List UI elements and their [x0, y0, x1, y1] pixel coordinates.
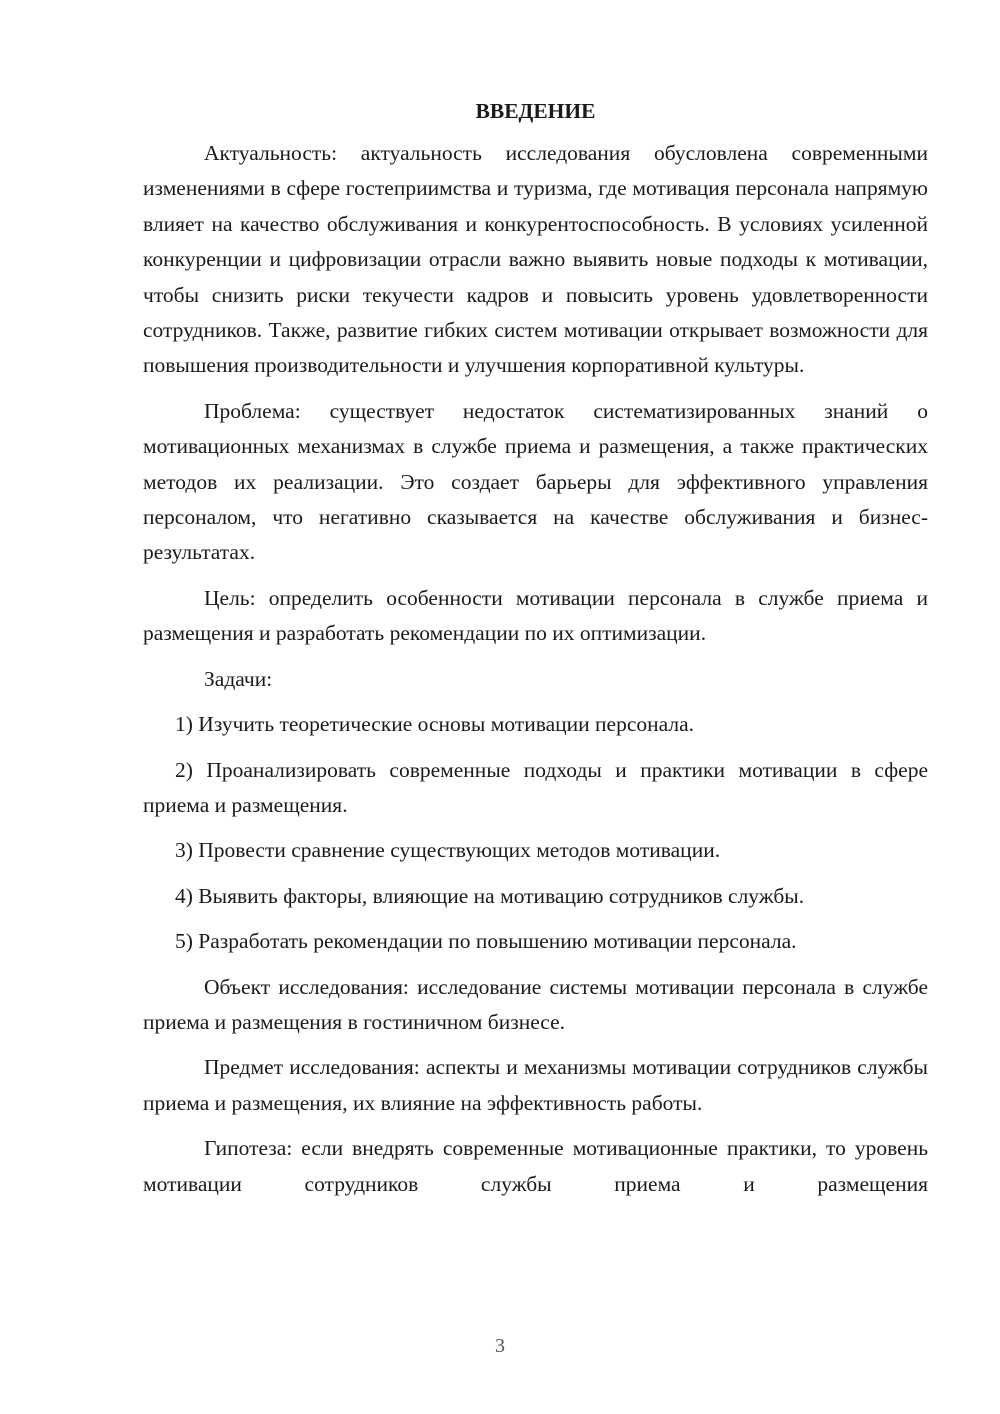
- task-item: 3) Провести сравнение существующих методов мотивации.: [175, 838, 721, 863]
- task-item: 5) Разработать рекомендации по повышению мотивации персонала.: [175, 929, 797, 954]
- page-title: ВВЕДЕНИЕ: [475, 99, 596, 123]
- task-item: 2) Проанализировать современные подходы и практики мотивации в сфере приема и размещения.: [143, 757, 928, 817]
- task-item: 4) Выявить факторы, влияющие на мотивацию сотрудников службы.: [175, 883, 805, 908]
- hypothesis-paragraph: Гипотеза: если внедрять современные мотивационные практики, то уровень мотивации сотрудников службы приема и размещения: [143, 1136, 928, 1196]
- tasks-heading: Задачи:: [204, 666, 273, 691]
- page-number: 3: [495, 1335, 505, 1357]
- document-body: [143, 96, 928, 1212]
- task-item: 1) Изучить теоретические основы мотивации персонала.: [175, 712, 694, 737]
- goal-paragraph: Цель: определить особенности мотивации персонала в службе приема и размещения и разработать рекомендации по их оптимизации.: [143, 585, 928, 646]
- subject-paragraph: Предмет исследования: аспекты и механизмы мотивации сотрудников службы приема и размещения, их влияние на эффективность работы.: [143, 1055, 928, 1115]
- problem-paragraph: Проблема: существует недостаток систематизированных знаний о мотивационных механизмах в службе приема и размещения, а также практических методов их реализации. Это создает барьеры для эффективного управления персоналом, что негативно сказывается на качестве обслуживания и бизнес-результатах.: [143, 398, 928, 565]
- relevance-paragraph: Актуальность: актуальность исследования обусловлена современными изменениями в сфере гостеприимства и туризма, где мотивация персонала напрямую влияет на качество обслуживания и конкурентоспособность. В условиях усиленной конкуренции и цифровизации отрасли важно выявить новые подходы к мотивации, чтобы снизить риски текучести кадров и повысить уровень удовлетворенности сотрудников. Также, развитие гибких систем мотивации открывает возможности для повышения производительности и улучшения корпоративной культуры.: [143, 141, 928, 378]
- object-paragraph: Объект исследования: исследование системы мотивации персонала в службе приема и размещения в гостиничном бизнесе.: [143, 974, 928, 1034]
